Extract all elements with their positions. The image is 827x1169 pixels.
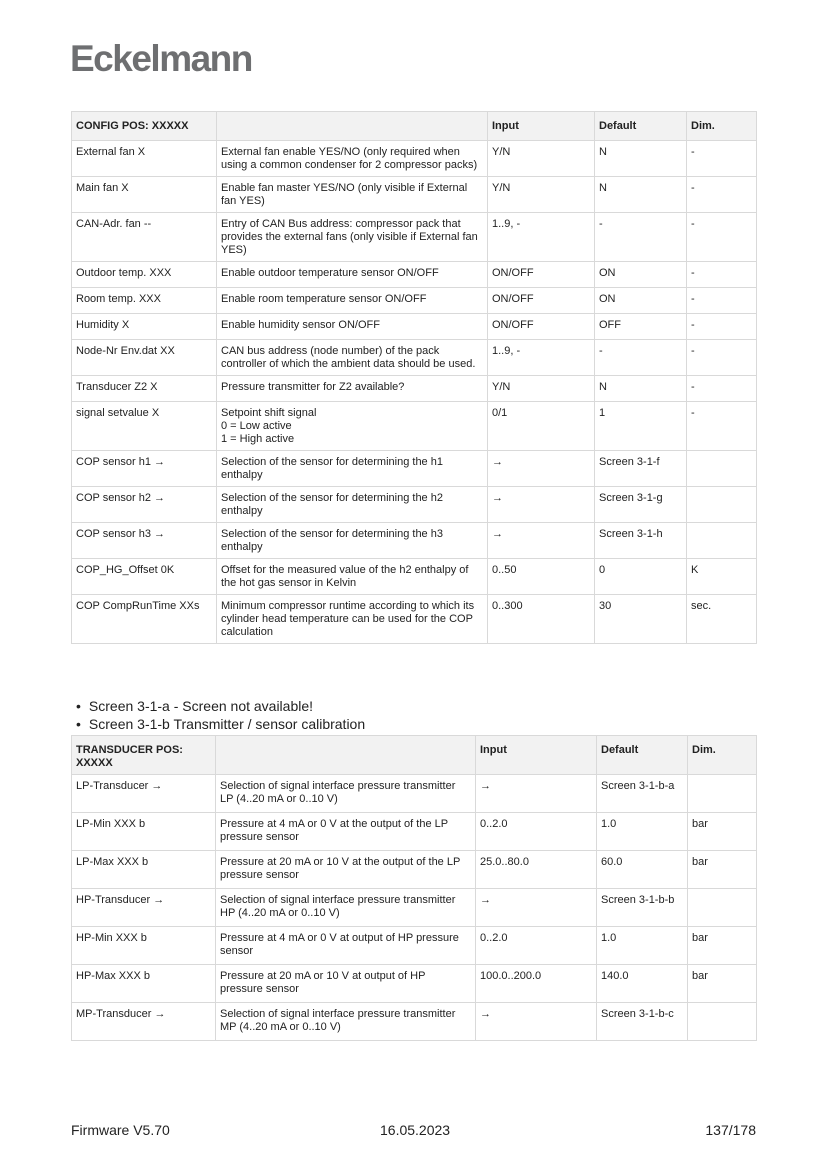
param-cell: Room temp. XXX — [72, 288, 217, 314]
screen-bullet-list — [76, 697, 365, 733]
transducer-header-description — [216, 736, 476, 775]
param-cell: COP CompRunTime XXs — [72, 595, 217, 644]
description-cell: Enable fan master YES/NO (only visible if External fan YES) — [217, 177, 488, 213]
transducer-header-input: Input — [476, 736, 597, 775]
table-row — [72, 1003, 757, 1041]
dim-cell: - — [687, 376, 757, 402]
input-cell: → — [476, 775, 597, 813]
default-cell: Screen 3-1-h — [595, 523, 687, 559]
description-cell: Enable room temperature sensor ON/OFF — [217, 288, 488, 314]
param-cell: CAN-Adr. fan -- — [72, 213, 217, 262]
dim-cell: - — [687, 314, 757, 340]
param-cell: MP-Transducer → — [72, 1003, 216, 1041]
bullet-item: • Screen 3-1-b Transmitter / sensor calibration — [76, 715, 365, 733]
param-cell: HP-Min XXX b — [72, 927, 216, 965]
default-cell: OFF — [595, 314, 687, 340]
default-cell: - — [595, 340, 687, 376]
transducer-table — [71, 735, 757, 1041]
description-cell: Selection of the sensor for determining the h1 enthalpy — [217, 451, 488, 487]
transducer-header-default: Default — [597, 736, 688, 775]
table-row — [72, 141, 757, 177]
input-cell: Y/N — [488, 376, 595, 402]
description-cell: Pressure at 20 mA or 10 V at output of HP pressure sensor — [216, 965, 476, 1003]
description-cell: Selection of signal interface pressure transmitter LP (4..20 mA or 0..10 V) — [216, 775, 476, 813]
table-row — [72, 813, 757, 851]
param-cell: LP-Transducer → — [72, 775, 216, 813]
dim-cell: - — [687, 141, 757, 177]
default-cell: Screen 3-1-g — [595, 487, 687, 523]
default-cell: Screen 3-1-f — [595, 451, 687, 487]
input-cell: → — [476, 1003, 597, 1041]
param-cell: LP-Max XXX b — [72, 851, 216, 889]
dim-cell: - — [687, 402, 757, 451]
param-cell: Main fan X — [72, 177, 217, 213]
dim-cell — [688, 889, 757, 927]
dim-cell: sec. — [687, 595, 757, 644]
table-row — [72, 487, 757, 523]
table-row — [72, 889, 757, 927]
table-row — [72, 851, 757, 889]
dim-cell — [687, 523, 757, 559]
param-cell: signal setvalue X — [72, 402, 217, 451]
bullet-item: • Screen 3-1-a - Screen not available! — [76, 697, 365, 715]
input-cell: 0/1 — [488, 402, 595, 451]
dim-cell: - — [687, 177, 757, 213]
input-cell: Y/N — [488, 141, 595, 177]
param-cell: Humidity X — [72, 314, 217, 340]
description-cell: CAN bus address (node number) of the pack controller of which the ambient data should be used. — [217, 340, 488, 376]
param-cell: COP sensor h1 → — [72, 451, 217, 487]
input-cell: ON/OFF — [488, 314, 595, 340]
description-cell: Selection of signal interface pressure transmitter HP (4..20 mA or 0..10 V) — [216, 889, 476, 927]
description-cell: Entry of CAN Bus address: compressor pack that provides the external fans (only visible if External fan YES) — [217, 213, 488, 262]
dim-cell: bar — [688, 927, 757, 965]
param-cell: COP_HG_Offset 0K — [72, 559, 217, 595]
input-cell: → — [488, 487, 595, 523]
description-cell: Selection of signal interface pressure transmitter MP (4..20 mA or 0..10 V) — [216, 1003, 476, 1041]
description-cell: Pressure transmitter for Z2 available? — [217, 376, 488, 402]
transducer-header-dim: Dim. — [688, 736, 757, 775]
dim-cell — [687, 451, 757, 487]
input-cell: → — [488, 451, 595, 487]
default-cell: N — [595, 376, 687, 402]
table-row — [72, 595, 757, 644]
table-row — [72, 775, 757, 813]
footer-firmware: Firmware V5.70 — [71, 1122, 170, 1138]
dim-cell — [688, 775, 757, 813]
footer-date: 16.05.2023 — [380, 1122, 451, 1138]
default-cell: 30 — [595, 595, 687, 644]
config-table-header-row — [72, 112, 757, 141]
table-row — [72, 262, 757, 288]
table-row — [72, 402, 757, 451]
table-row — [72, 177, 757, 213]
description-cell: Offset for the measured value of the h2 enthalpy of the hot gas sensor in Kelvin — [217, 559, 488, 595]
table-row — [72, 213, 757, 262]
input-cell: 0..2.0 — [476, 813, 597, 851]
footer-page-number: 137/178 — [705, 1122, 756, 1138]
default-cell: 0 — [595, 559, 687, 595]
default-cell: 1.0 — [597, 813, 688, 851]
table-row — [72, 559, 757, 595]
description-cell: External fan enable YES/NO (only required when using a common condenser for 2 compressor packs) — [217, 141, 488, 177]
input-cell: 0..50 — [488, 559, 595, 595]
table-row — [72, 965, 757, 1003]
default-cell: - — [595, 213, 687, 262]
description-cell: Selection of the sensor for determining the h2 enthalpy — [217, 487, 488, 523]
transducer-table-header-row — [72, 736, 757, 775]
input-cell: ON/OFF — [488, 262, 595, 288]
config-header-input: Input — [488, 112, 595, 141]
config-header-param: CONFIG POS: XXXXX — [72, 112, 217, 141]
default-cell: ON — [595, 262, 687, 288]
default-cell: N — [595, 141, 687, 177]
dim-cell: bar — [688, 851, 757, 889]
default-cell: ON — [595, 288, 687, 314]
description-cell: Enable outdoor temperature sensor ON/OFF — [217, 262, 488, 288]
param-cell: LP-Min XXX b — [72, 813, 216, 851]
table-row — [72, 376, 757, 402]
param-cell: External fan X — [72, 141, 217, 177]
default-cell: 1.0 — [597, 927, 688, 965]
default-cell: 140.0 — [597, 965, 688, 1003]
dim-cell — [688, 1003, 757, 1041]
table-row — [72, 340, 757, 376]
default-cell: Screen 3-1-b-c — [597, 1003, 688, 1041]
param-cell: Node-Nr Env.dat XX — [72, 340, 217, 376]
dim-cell: K — [687, 559, 757, 595]
param-cell: Transducer Z2 X — [72, 376, 217, 402]
description-cell: Pressure at 4 mA or 0 V at the output of the LP pressure sensor — [216, 813, 476, 851]
input-cell: 100.0..200.0 — [476, 965, 597, 1003]
input-cell: → — [476, 889, 597, 927]
default-cell: N — [595, 177, 687, 213]
dim-cell: - — [687, 213, 757, 262]
dim-cell: - — [687, 288, 757, 314]
input-cell: ON/OFF — [488, 288, 595, 314]
default-cell: Screen 3-1-b-b — [597, 889, 688, 927]
param-cell: HP-Transducer → — [72, 889, 216, 927]
input-cell: Y/N — [488, 177, 595, 213]
description-cell: Selection of the sensor for determining the h3 enthalpy — [217, 523, 488, 559]
brand-logo: Eckelmann — [70, 38, 252, 79]
param-cell: COP sensor h2 → — [72, 487, 217, 523]
input-cell: 0..2.0 — [476, 927, 597, 965]
table-row — [72, 451, 757, 487]
transducer-header-param: TRANSDUCER POS: XXXXX — [72, 736, 216, 775]
input-cell: 25.0..80.0 — [476, 851, 597, 889]
param-cell: Outdoor temp. XXX — [72, 262, 217, 288]
input-cell: 1..9, - — [488, 213, 595, 262]
dim-cell: bar — [688, 813, 757, 851]
description-cell: Minimum compressor runtime according to which its cylinder head temperature can be used for the COP calculation — [217, 595, 488, 644]
config-table — [71, 111, 757, 644]
description-cell: Enable humidity sensor ON/OFF — [217, 314, 488, 340]
config-header-default: Default — [595, 112, 687, 141]
description-cell: Pressure at 20 mA or 10 V at the output of the LP pressure sensor — [216, 851, 476, 889]
input-cell: 1..9, - — [488, 340, 595, 376]
default-cell: 60.0 — [597, 851, 688, 889]
table-row — [72, 927, 757, 965]
description-cell: Pressure at 4 mA or 0 V at output of HP pressure sensor — [216, 927, 476, 965]
table-row — [72, 314, 757, 340]
config-header-description — [217, 112, 488, 141]
default-cell: Screen 3-1-b-a — [597, 775, 688, 813]
table-row — [72, 288, 757, 314]
input-cell: → — [488, 523, 595, 559]
param-cell: HP-Max XXX b — [72, 965, 216, 1003]
dim-cell: - — [687, 262, 757, 288]
table-row — [72, 523, 757, 559]
dim-cell — [687, 487, 757, 523]
input-cell: 0..300 — [488, 595, 595, 644]
param-cell: COP sensor h3 → — [72, 523, 217, 559]
description-cell: Setpoint shift signal 0 = Low active 1 = High active — [217, 402, 488, 451]
dim-cell: bar — [688, 965, 757, 1003]
dim-cell: - — [687, 340, 757, 376]
default-cell: 1 — [595, 402, 687, 451]
config-header-dim: Dim. — [687, 112, 757, 141]
